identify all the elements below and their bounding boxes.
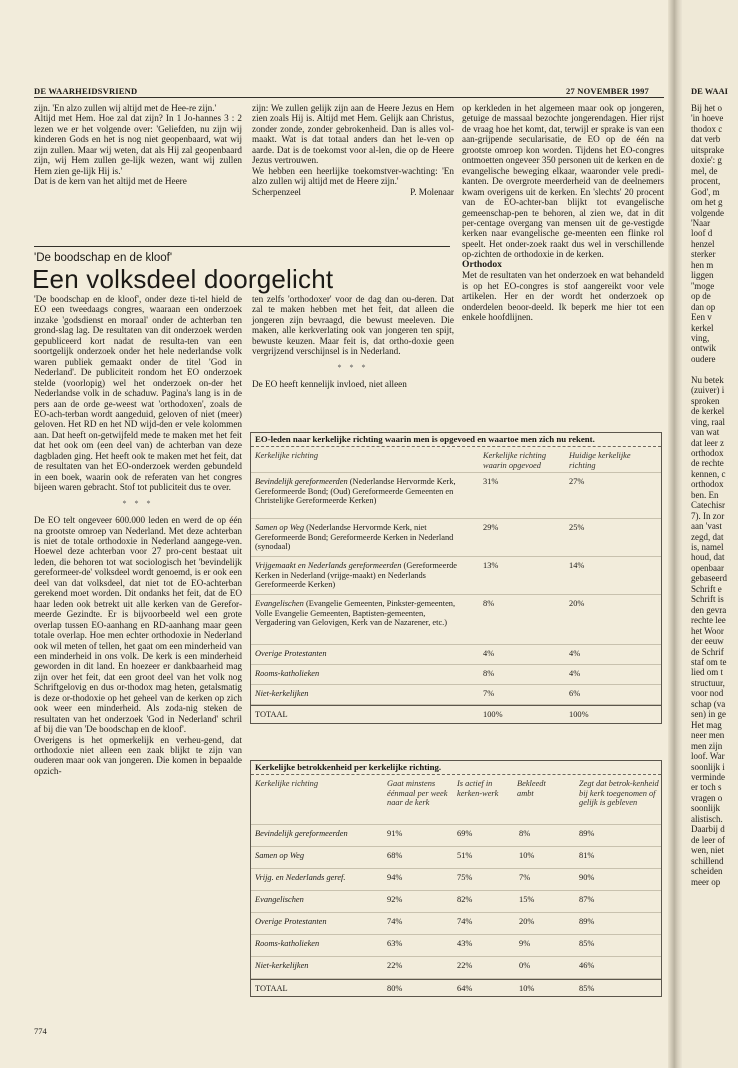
table-body <box>251 473 661 705</box>
next-page-line: kerkel <box>691 322 714 333</box>
next-page-line: uitsprake <box>691 144 724 155</box>
row-label <box>255 599 465 627</box>
cell-value: 27% <box>569 477 585 487</box>
column-header: Bekleedt ambt <box>517 779 546 798</box>
header-rule <box>34 97 664 98</box>
row-label: Bevindelijk gereformeerden <box>255 829 348 839</box>
table-row <box>251 869 661 891</box>
cell-value: 4% <box>483 649 495 659</box>
column-header: Zegt dat betrok-kenheid bij kerk toegenomen of gelijk is gebleven <box>579 779 659 808</box>
section-break: * * * <box>122 498 154 508</box>
table-header <box>251 775 661 825</box>
next-page-line: Nu betek <box>691 374 724 385</box>
cell-value: 81% <box>579 851 595 861</box>
next-page-line: verminde <box>691 772 725 782</box>
next-page-line: sterker <box>691 249 716 260</box>
cell-value: 7% <box>519 873 531 883</box>
section-break: * * * <box>337 362 369 372</box>
next-page-line: 'in hoeve <box>691 113 724 124</box>
next-page-line: loof. War <box>691 751 725 762</box>
next-page-running-head: DE WAAI <box>691 86 728 96</box>
cell-value: 15% <box>519 895 535 905</box>
next-page-line: den gevra <box>691 604 727 615</box>
signature <box>252 187 454 197</box>
next-page-line: dat leer z <box>691 437 724 448</box>
row-label-detail: (Nederlandse Hervormde Kerk, niet Gereformeerde Bond; Gereformeerde Kerken in Nederland (synodaal) <box>255 523 454 552</box>
cell-value: 68% <box>387 851 403 861</box>
row-label <box>255 689 465 698</box>
total-value: 85% <box>579 984 595 994</box>
table-row <box>251 935 661 957</box>
cell-value: 22% <box>387 961 403 971</box>
total-label: TOTAAL <box>255 984 288 994</box>
next-page-line: hen m <box>691 259 714 270</box>
column-header: Is actief in kerken-werk <box>457 779 499 798</box>
cell-value: 9% <box>519 939 531 949</box>
cell-value: 74% <box>387 917 403 927</box>
cell-value: 8% <box>483 599 495 609</box>
next-page-line: der eeuw <box>691 636 724 647</box>
next-page-line: meer op <box>691 876 721 887</box>
right-column <box>462 103 664 323</box>
next-page-line: houd, dat <box>691 552 725 563</box>
article-col1 <box>34 294 242 776</box>
table-church-involvement <box>250 760 662 997</box>
next-page-line: structuur, <box>691 677 725 688</box>
next-page-line: de kerkel <box>691 406 725 417</box>
cell-value: 94% <box>387 873 403 883</box>
top-article-col1 <box>34 103 242 187</box>
paragraph: De EO telt ongeveer 600.000 leden en werd de op één na grootste omroep van Nederland. Met deze achterban is niet de totale orthodoxie in Nederland aangege-ven. Hoewel deze achterban voor 27 pro-cent bestaat uit leden, die behoren tot wat sociologisch het 'bevindelijk gereformeer-de' volksdeel wordt genoemd, is er ook een deel van dat volksdeel, dat niet tot de EO-achterban gerekend moet worden. Dit ondanks het feit, dat de EO haar leden ook betrekt uit alle kerken van de Gerefor-meerde Gezindte. Er is bijvoorbeeld wel een grote overlap tussen EO-aanhang en RD-aanhang maar geen totale overlap. Hoe men echter orthodoxie in Nederland ook wil meten of tellen, het gaat om een minderheid van een minderheid in ons volk. De kerk is een minderheid geworden in dit land. En hoezeer er dankbaarheid mag zijn over het feit, dat een groot deel van het volk nog Schriftgelovig en dus or-thodox mag heten, getalsmatig is deze or-thodoxie op het geheel van de kerken op zich ook weer een minderheid. Als zoda-nig steken de resultaten van het onderzoek 'God in Nederland' schril af bij die van 'De boodschap en de kloof'. <box>34 515 242 735</box>
table-row <box>251 891 661 913</box>
next-page-line: de rechte <box>691 458 724 469</box>
next-page-line: lied om t <box>691 667 723 678</box>
next-page-line: God', m <box>691 186 720 197</box>
cell-value: 85% <box>579 939 595 949</box>
table-row <box>251 519 661 557</box>
next-page-line: Schrift e <box>691 583 722 594</box>
next-page-line: sproken <box>691 395 720 406</box>
row-label: Niet-kerkelijken <box>255 961 309 971</box>
article-kicker: 'De boodschap en de kloof' <box>34 252 173 264</box>
next-page-line: het Woor <box>691 625 724 636</box>
next-page-line: soonlijk i <box>691 761 725 772</box>
column-header: Kerkelijke richting <box>255 779 319 789</box>
next-page-line: orthodox <box>691 479 724 490</box>
next-page-line: Bij het o <box>691 103 722 113</box>
total-label: TOTAAL <box>255 710 288 720</box>
row-label: Samen op Weg <box>255 851 305 861</box>
cell-value: 6% <box>569 689 581 699</box>
paragraph: Overigens is het opmerkelijk en verheu-gend, dat orthodoxie niet alleen een zaak blijkt te zijn van ouderen maar ook van jongeren. Die komen in bepaalde opzich- <box>34 734 242 776</box>
cell-value: 22% <box>457 961 473 971</box>
article-divider <box>34 246 450 247</box>
row-label: Vrijg. en Nederlands geref. <box>255 873 346 883</box>
next-page-line: Daarbij d <box>691 824 725 835</box>
total-value: 100% <box>569 710 589 720</box>
cell-value: 46% <box>579 961 595 971</box>
next-page-line: procent, <box>691 176 721 187</box>
next-page-line: zegd, dat <box>691 531 724 542</box>
table-total-row <box>251 705 661 723</box>
next-page-line: van wat <box>691 427 720 438</box>
table-title: EO-leden naar kerkelijke richting waarin men is opgevoed en waartoe men zich nu rekent. <box>251 433 661 447</box>
row-label: Overige Protestanten <box>255 917 327 927</box>
table-row <box>251 913 661 935</box>
paragraph: 'De boodschap en de kloof', onder deze ti-tel hield de EO een tweedaags congres, waaraan een onderzoek inzake 'godsdienst en moraal' onder de achterban ten grond-slag lag. De resultaten van dit onderzoek werden gepubliceerd kort nadat de resulta-ten van een soortgelijk onderzoek onder het hele nederlandse volk waren publiek gemaakt onder de titel 'God in Nederland'. De publiciteit rondom het EO onderzoek stelde (voorlopig) wel het onderzoek on-der het Nederlandse volk in de schaduw. Pagina's lang is in de pers aan de orde ge-weest wat 'orthodoxen', zoals de EO-ach-terban wordt aangeduid, geloven of niet (meer) geloven. Het RD en het ND wijd-den er vele kolommen aan. Dat heeft on-getwijfeld mede te maken met het feit dat het ook om (een deel van) de achterban van deze dagbladen ging. Het heeft ook te maken met het feit, dat de resultaten van het EO-onderzoek werden gebundeld in een boek, waarin ook de referaten van het congres bijeen waren gebracht. Stof tot publiciteit dus te over. <box>34 294 242 493</box>
cell-value: 8% <box>519 829 531 839</box>
next-page-line: om het g <box>691 197 723 208</box>
row-label-detail: (Evangelie Gemeenten, Pinkster-gemeenten, Volle Evangelie Gemeenten, Baptisten-gemeenten, Vergadering van Gelovigen, Kerk van de Nazarener, etc.) <box>255 599 456 628</box>
next-page-line: schillend <box>691 855 724 866</box>
cell-value: 29% <box>483 523 499 533</box>
next-page-line <box>691 364 727 374</box>
total-value: 64% <box>457 984 473 994</box>
paragraph: De EO heeft kennelijk invloed, niet alleen <box>252 379 407 390</box>
row-label: Rooms-katholieken <box>255 939 320 949</box>
paragraph: Met de resultaten van het onderzoek en wat behandeld is op het EO-congres is stof aangereikt voor vele artikelen. Her en der wordt het onderzoek op onderdelen beoor-deeld. Ik beperk me hier tot een enkele hoofdlijnen. <box>462 270 664 323</box>
table-row <box>251 685 661 705</box>
cell-value: 90% <box>579 873 595 883</box>
row-label <box>255 649 465 658</box>
total-value: 100% <box>483 710 503 720</box>
next-page-line: neer men <box>691 730 725 741</box>
cell-value: 20% <box>519 917 535 927</box>
column-header: Gaat minstens éénmaal per week naar de kerk <box>387 779 448 808</box>
next-page-line: Schrift is <box>691 594 724 605</box>
next-page-line: doxie': g <box>691 155 722 166</box>
next-page-line: ving, <box>691 332 710 343</box>
row-label <box>255 523 465 551</box>
next-page-line: ontwik <box>691 343 717 354</box>
total-value: 80% <box>387 984 403 994</box>
next-page-line: aan 'vast <box>691 521 722 532</box>
cell-value: 74% <box>457 917 473 927</box>
row-label-category: Vrijgemaakt en Nederlands gereformeerden <box>255 561 402 571</box>
article-headline: Een volksdeel doorgelicht <box>32 264 334 294</box>
next-page-line: dan op <box>691 301 716 312</box>
next-page-line: (zuiver) i <box>691 385 725 396</box>
next-page-line: ving, raal <box>691 416 725 427</box>
cell-value: 63% <box>387 939 403 949</box>
next-page-line: 7). In zor <box>691 510 725 521</box>
cell-value: 91% <box>387 829 403 839</box>
cell-value: 31% <box>483 477 499 487</box>
cell-value: 10% <box>519 851 535 861</box>
table-row <box>251 645 661 665</box>
row-label-category: Samen op Weg <box>255 523 305 533</box>
column-header: Kerkelijke richting waarin opgevoed <box>483 451 547 470</box>
cell-value: 13% <box>483 561 499 571</box>
next-page-line: kennen, c <box>691 468 726 479</box>
row-label <box>255 477 465 505</box>
cell-value: 92% <box>387 895 403 905</box>
next-page-line: volgende <box>691 207 724 218</box>
next-page-line: Catechisr <box>691 500 725 511</box>
cell-value: 8% <box>483 669 495 679</box>
table-title: Kerkelijke betrokkenheid per kerkelijke richting. <box>251 761 661 775</box>
next-page-line: loof d <box>691 228 713 239</box>
row-label-category: Overige Protestanten <box>255 649 327 659</box>
table-row <box>251 957 661 979</box>
next-page-line: soonlijk <box>691 803 721 814</box>
next-page-line: is, namel <box>691 542 724 553</box>
next-page-line: 'Naar <box>691 217 711 228</box>
cell-value: 89% <box>579 917 595 927</box>
table-eo-members-by-denomination <box>250 432 662 724</box>
row-label: Evangelischen <box>255 895 304 905</box>
next-page-line: gebaseerd <box>691 573 727 584</box>
paragraph: zijn. 'En alzo zullen wij altijd met de Hee-re zijn.' <box>34 103 217 113</box>
cell-value: 4% <box>569 649 581 659</box>
next-page-line: wen, niet <box>691 845 724 856</box>
table-total-row <box>251 979 661 996</box>
next-page-line: mel, de <box>691 165 718 176</box>
column-header: Kerkelijke richting <box>255 451 319 461</box>
article-col2 <box>252 294 454 390</box>
orthodox-heading: Orthodox <box>462 258 502 270</box>
table-row <box>251 825 661 847</box>
next-page-line: voor nod <box>691 688 724 699</box>
next-page-line: henzel <box>691 238 715 249</box>
paragraph: op kerkleden in het algemeen maar ook op jongeren, getuige de massaal bezochte jongerendagen. Hier rijst de vraag hoe het komt, dat, terwijl er sprake is van een aan-grijpende secularisatie, de EO op de één na grootste omroep kon worden. Tijdens het EO-congres ontmoetten ongeveer 350 personen uit de kerken en de evangelische beweging elkaar, waaronder vele predi-kanten. De overgrote meerderheid van de deelnemers kwam overigens uit de kerken. En 'slechts' 20 procent van de EO-achter-ban blijkt tot evangelische gemeenschap-pen te behoren, al zien we, dat in dit per-centage overgang van mensen uit de ge-vestigde kerken naar evangelische ge-meenten een flinke rol speelt. Het onder-zoek raakt dus wel in verschillende op-zichten de orthodoxie in de kerken. <box>462 103 664 260</box>
table-row <box>251 595 661 645</box>
cell-value: 51% <box>457 851 473 861</box>
next-page-line: sen) in ge <box>691 709 726 720</box>
next-page-line: Een v <box>691 312 712 323</box>
table-row <box>251 473 661 519</box>
next-page-line: dat verb <box>691 134 721 145</box>
page-number: 774 <box>34 1026 47 1036</box>
next-page-line: openbaar <box>691 562 724 573</box>
next-page-line: scheiden <box>691 866 723 877</box>
table-row <box>251 847 661 869</box>
next-page-line: ''moge <box>691 280 715 291</box>
row-label-category: Bevindelijk gereformeerden <box>255 477 348 487</box>
cell-value: 87% <box>579 895 595 905</box>
next-page-line: op de <box>691 291 711 302</box>
next-page-line: de leer of <box>691 834 725 845</box>
table-row <box>251 557 661 595</box>
next-page-line: er toch s <box>691 782 722 793</box>
running-head-publication: DE WAARHEIDSVRIEND <box>34 86 138 96</box>
row-label-category: Evangelischen <box>255 599 304 609</box>
row-label-category: Rooms-katholieken <box>255 669 320 679</box>
next-page-line: oudere <box>691 353 716 364</box>
total-value: 10% <box>519 984 535 994</box>
paragraph: Dat is de kern van het altijd met de Heere <box>34 176 187 187</box>
next-page-line: thodox c <box>691 123 723 134</box>
next-page-line: men zijn <box>691 740 723 751</box>
row-label-category: Niet-kerkelijken <box>255 689 309 699</box>
next-page-line: orthodox <box>691 447 724 458</box>
next-page-line: vragen o <box>691 792 723 803</box>
next-page-line: Het mag <box>691 719 722 730</box>
paragraph: ten zelfs 'orthodoxer' voor de dag dan ou-deren. Dat zal te maken hebben met het feit, dat alleen die jongeren zijn bevraagd, die bewust meeleven. Die maken, alle kerkverlating ook van jongeren ten spijt, bewuste keuzen. Maar feit is, dat ortho-doxie geen vergrijzend verschijnsel is in Nederland. <box>252 294 454 357</box>
next-page-line: liggen <box>691 270 714 281</box>
next-page-line: ben. En <box>691 489 719 500</box>
cell-value: 82% <box>457 895 473 905</box>
next-page-line: staf om te <box>691 657 727 668</box>
table-header <box>251 447 661 473</box>
next-page-line: de Schrif <box>691 646 724 657</box>
row-label-detail: (Nederlandse Hervormde Kerk, Gereformeerde Bond; (Oud) Gereformeerde Gemeenten en Christelijke Gereformeerde Kerken) <box>255 477 456 506</box>
signature-name: P. Molenaar <box>410 186 454 197</box>
cell-value: 14% <box>569 561 585 571</box>
table-row <box>251 665 661 685</box>
next-page-text <box>691 103 727 887</box>
row-label-detail: (Gereformeerde Kerken in Nederland (vrijge-maakt) en Nederlands Gereformeerde Kerken) <box>255 561 458 590</box>
column-header: Huidige kerkelijke richting <box>569 451 631 470</box>
cell-value: 75% <box>457 873 473 883</box>
cell-value: 25% <box>569 523 585 533</box>
cell-value: 20% <box>569 599 585 609</box>
paragraph: We hebben een heerlijke toekomstver-wachting: 'En alzo zullen wij altijd met de Heere zijn.' <box>252 165 454 187</box>
running-head-date: 27 NOVEMBER 1997 <box>566 86 650 96</box>
table-body <box>251 825 661 979</box>
book-gutter <box>668 0 682 1068</box>
paragraph: Altijd met Hem. Hoe zal dat zijn? In 1 Jo-hannes 3 : 2 lezen we er het volgende over: 'Geliefden, nu zijn wij kinderen Gods en het is nog niet geopenbaard, wat wij zijn zullen. Maar wij weten, dat als Hij zal geopenbaard zijn, wij Hem zullen ge-lijk wezen, want wij zullen Hem zien ge-lijk Hij is.' <box>34 113 242 176</box>
next-page-line: alistisch. <box>691 813 723 824</box>
next-page-line: schap (va <box>691 698 726 709</box>
cell-value: 89% <box>579 829 595 839</box>
next-page-line: rechte lee <box>691 615 726 626</box>
cell-value: 43% <box>457 939 473 949</box>
cell-value: 4% <box>569 669 581 679</box>
row-label <box>255 561 465 589</box>
cell-value: 0% <box>519 961 531 971</box>
next-page-edge <box>682 0 738 1068</box>
cell-value: 69% <box>457 829 473 839</box>
top-article-col2 <box>252 103 454 197</box>
cell-value: 7% <box>483 689 495 699</box>
paragraph: zijn: We zullen gelijk zijn aan de Heere Jezus en Hem zien zoals Hij is. Altijd met Hem. Gelijk aan Christus, zonder zonde, zonder gebrokenheid. Dan is alles vol-maakt. Wat is dat totaal anders dan het le-ven op aarde. Dat is de toekomst voor al-len, die op de Heere Jezus vertrouwen. <box>252 103 454 166</box>
row-label <box>255 669 465 678</box>
signature-place: Scherpenzeel <box>252 186 301 197</box>
